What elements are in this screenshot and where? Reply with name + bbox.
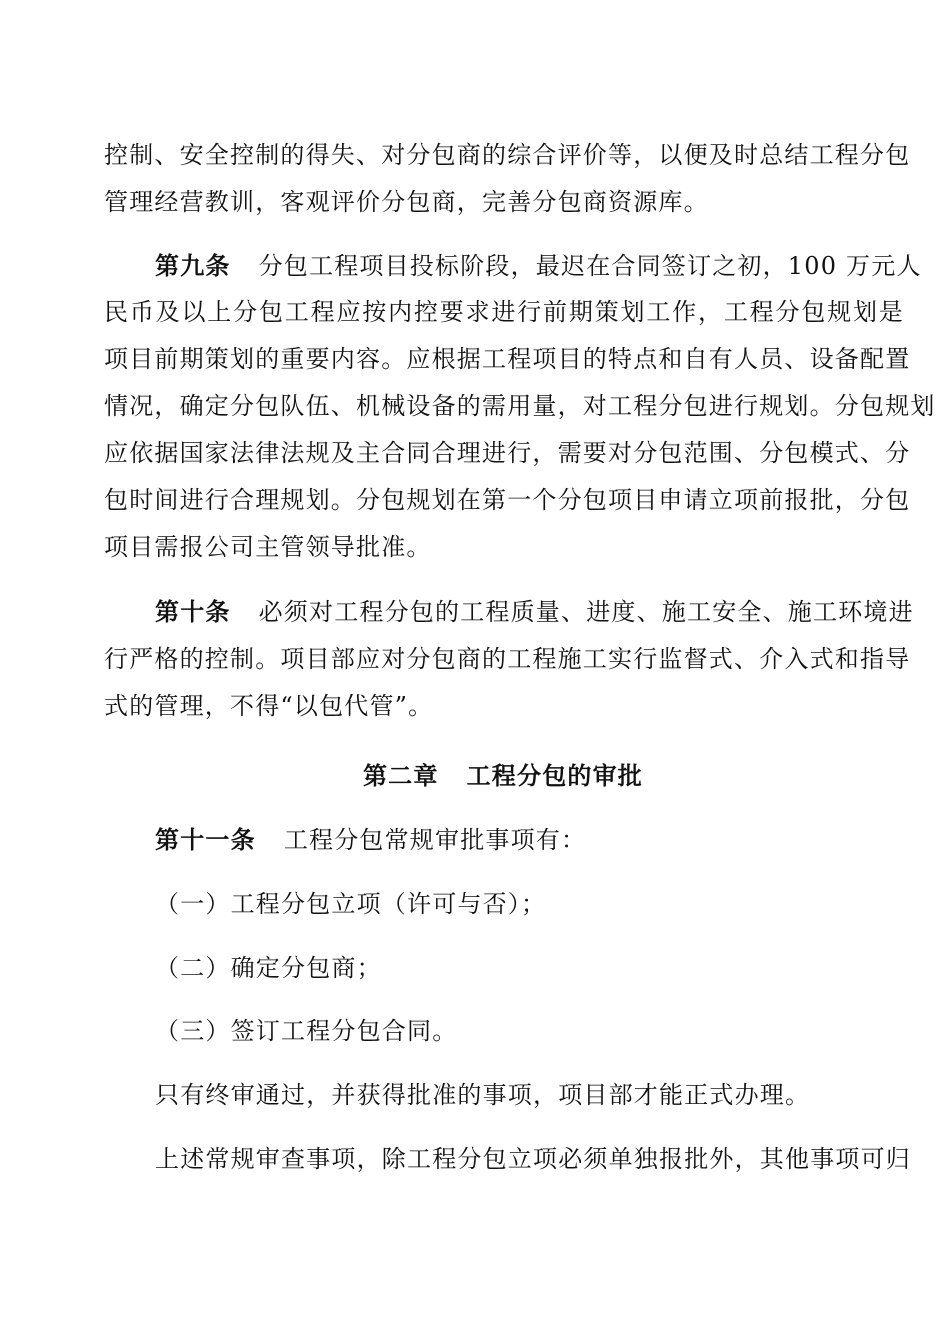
chapter-title: 工程分包的审批 xyxy=(466,762,643,790)
article-10-first-text: 必须对工程分包的工程质量、进度、施工安全、施工环境进 xyxy=(258,598,914,626)
article-9-line-3: 项目前期策划的重要内容。应根据工程项目的特点和自有人员、设备配置 xyxy=(104,345,911,373)
continuation-line-1: 控制、安全控制的得失、对分包商的综合评价等，以便及时总结工程分包 xyxy=(104,141,911,169)
article-9-line-7: 项目需报公司主管领导批准。 xyxy=(104,533,432,561)
chapter-number: 第二章 xyxy=(362,762,439,790)
article-11-text: 工程分包常规审批事项有： xyxy=(283,826,587,854)
article-10-label: 第十条 xyxy=(155,598,231,626)
article-9-line-5: 应依据国家法律法规及主合同合理进行，需要对分包范围、分包模式、分 xyxy=(104,439,911,467)
list-item: （三）签订工程分包合同。 xyxy=(155,1017,458,1045)
review-note: 上述常规审查事项，除工程分包立项必须单独报批外，其他事项可归 xyxy=(155,1145,911,1173)
approval-note: 只有终审通过，并获得批准的事项，项目部才能正式办理。 xyxy=(155,1081,811,1109)
article-9-label: 第九条 xyxy=(155,252,231,280)
article-11-line xyxy=(155,825,904,855)
article-9-line-6: 包时间进行合理规划。分包规划在第一个分包项目申请立项前报批，分包 xyxy=(104,486,911,514)
article-9-first-text: 分包工程项目投标阶段，最迟在合同签订之初，100 万元人 xyxy=(258,252,922,280)
article-11-label: 第十一条 xyxy=(155,826,256,854)
chapter-heading xyxy=(0,761,950,791)
list-item: （二）确定分包商； xyxy=(155,954,382,982)
list-item: （一）工程分包立项（许可与否）； xyxy=(155,890,547,918)
article-9-line-2: 民币及以上分包工程应按内控要求进行前期策划工作，工程分包规划是 xyxy=(104,298,904,326)
article-10-line-3: 式的管理，不得“以包代管”。 xyxy=(104,692,434,720)
article-9-first-line xyxy=(155,251,922,281)
article-10-line-2: 行严格的控制。项目部应对分包商的工程施工实行监督式、介入式和指导 xyxy=(104,645,911,673)
article-9-line-4: 情况，确定分包队伍、机械设备的需用量，对工程分包进行规划。分包规划 xyxy=(104,392,936,420)
continuation-line-2: 管理经营教训，客观评价分包商，完善分包商资源库。 xyxy=(104,188,709,216)
article-10-first-line xyxy=(155,597,914,627)
